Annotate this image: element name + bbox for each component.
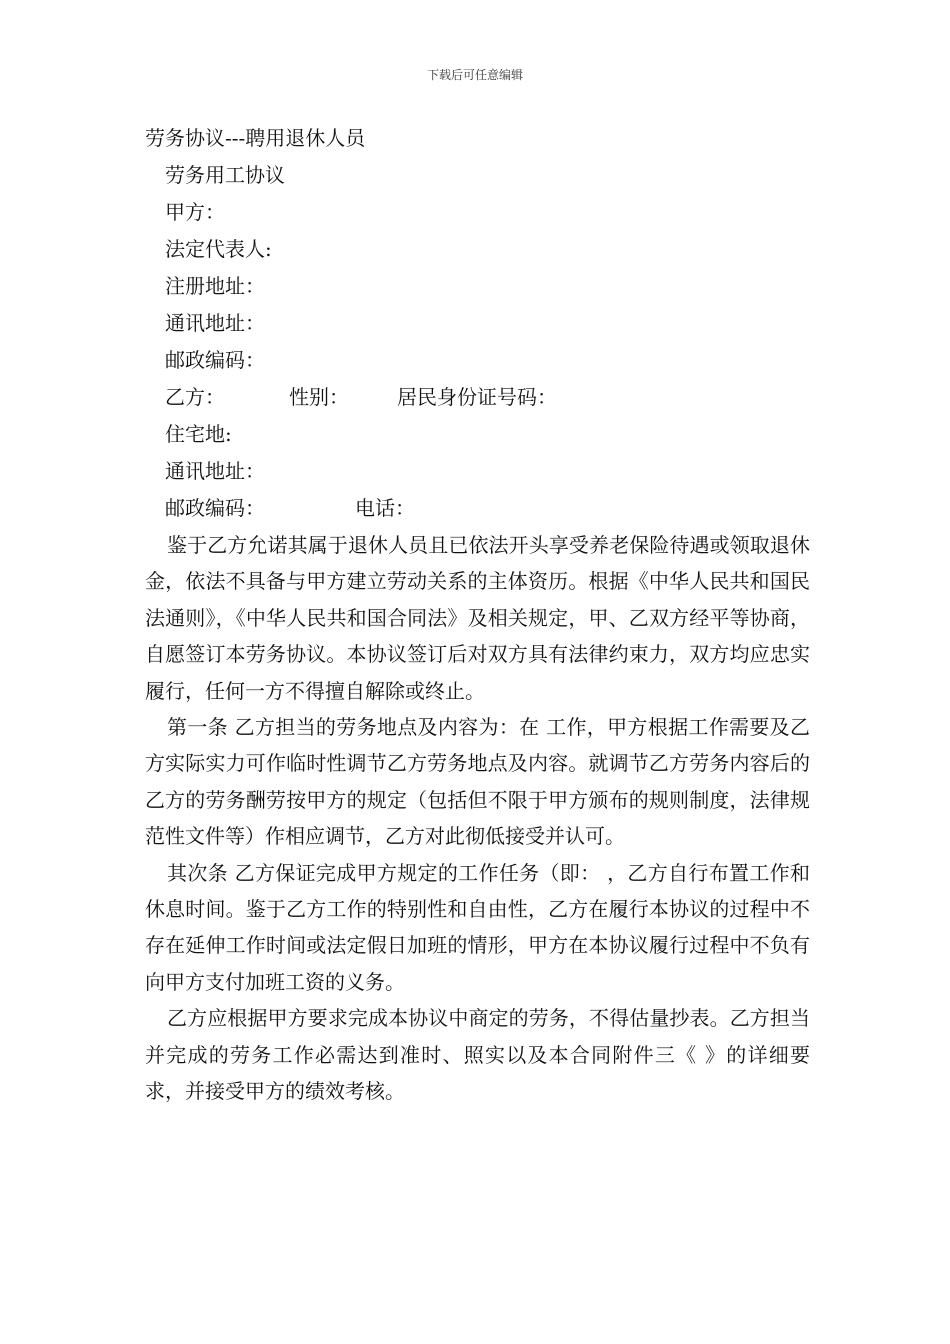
party-b-info-row xyxy=(145,379,810,416)
party-b-mailing-address: 通讯地址： xyxy=(165,459,265,483)
party-a-postal-code: 邮政编码： xyxy=(165,348,265,372)
party-a-label: 甲方： xyxy=(165,200,225,224)
party-b-id-number: 居民身份证号码： xyxy=(397,385,557,409)
document-subtitle: 劳务用工协议 xyxy=(165,163,285,187)
header-note: 下载后可任意编辑 xyxy=(426,68,523,82)
article-2-continued-paragraph: 乙方应根据甲方要求完成本协议中商定的劳务，不得估量抄表。乙方担当并完成的劳务工作必需达到准时、照实以及本合同附件三《 》的详细要求，并接受甲方的绩效考核。 xyxy=(145,1006,810,1104)
document-body xyxy=(145,120,810,1110)
article-2-paragraph: 其次条 乙方保证完成甲方规定的工作任务（即： ，乙方自行布置工作和休息时间。鉴于乙方工作的特别性和自由性，乙方在履行本协议的过程中不存在延伸工作时间或法定假日加班的情形，甲方在本协议履行过程中不负有向甲方支付加班工资的义务。 xyxy=(145,860,810,994)
article-1-paragraph: 第一条 乙方担当的劳务地点及内容为：在 工作，甲方根据工作需要及乙方实际实力可作临时性调节乙方劳务地点及内容。就调节乙方劳务内容后的乙方的劳务酬劳按甲方的规定（包括但不限于甲方颁布的规则制度，法律规范性文件等）作相应调节，乙方对此彻低接受并认可。 xyxy=(145,715,810,849)
party-b-phone: 电话： xyxy=(355,496,415,520)
party-a-mailing-address: 通讯地址： xyxy=(165,311,265,335)
party-a-legal-rep: 法定代表人: xyxy=(165,237,272,261)
party-a-registered-address: 注册地址： xyxy=(165,274,265,298)
party-b-postal-code: 邮政编码： xyxy=(165,496,265,520)
party-b-residence: 住宅地: xyxy=(165,422,232,446)
party-b-gender: 性别： xyxy=(289,385,349,409)
preamble-paragraph: 鉴于乙方允诺其属于退休人员且已依法开头享受养老保险待遇或领取退休金，依法不具备与甲方建立劳动关系的主体资历。根据《中华人民共和国民法通则》，《中华人民共和国合同法》及相关规定，甲、乙双方经平等协商，自愿签订本劳务协议。本协议签订后对双方具有法律约束力，双方均应忠实履行，任何一方不得擅自解除或终止。 xyxy=(145,533,810,703)
party-b-contact-row xyxy=(145,490,810,527)
document-title: 劳务协议---聘用退休人员 xyxy=(145,126,366,150)
party-b-label: 乙方： xyxy=(165,385,225,409)
